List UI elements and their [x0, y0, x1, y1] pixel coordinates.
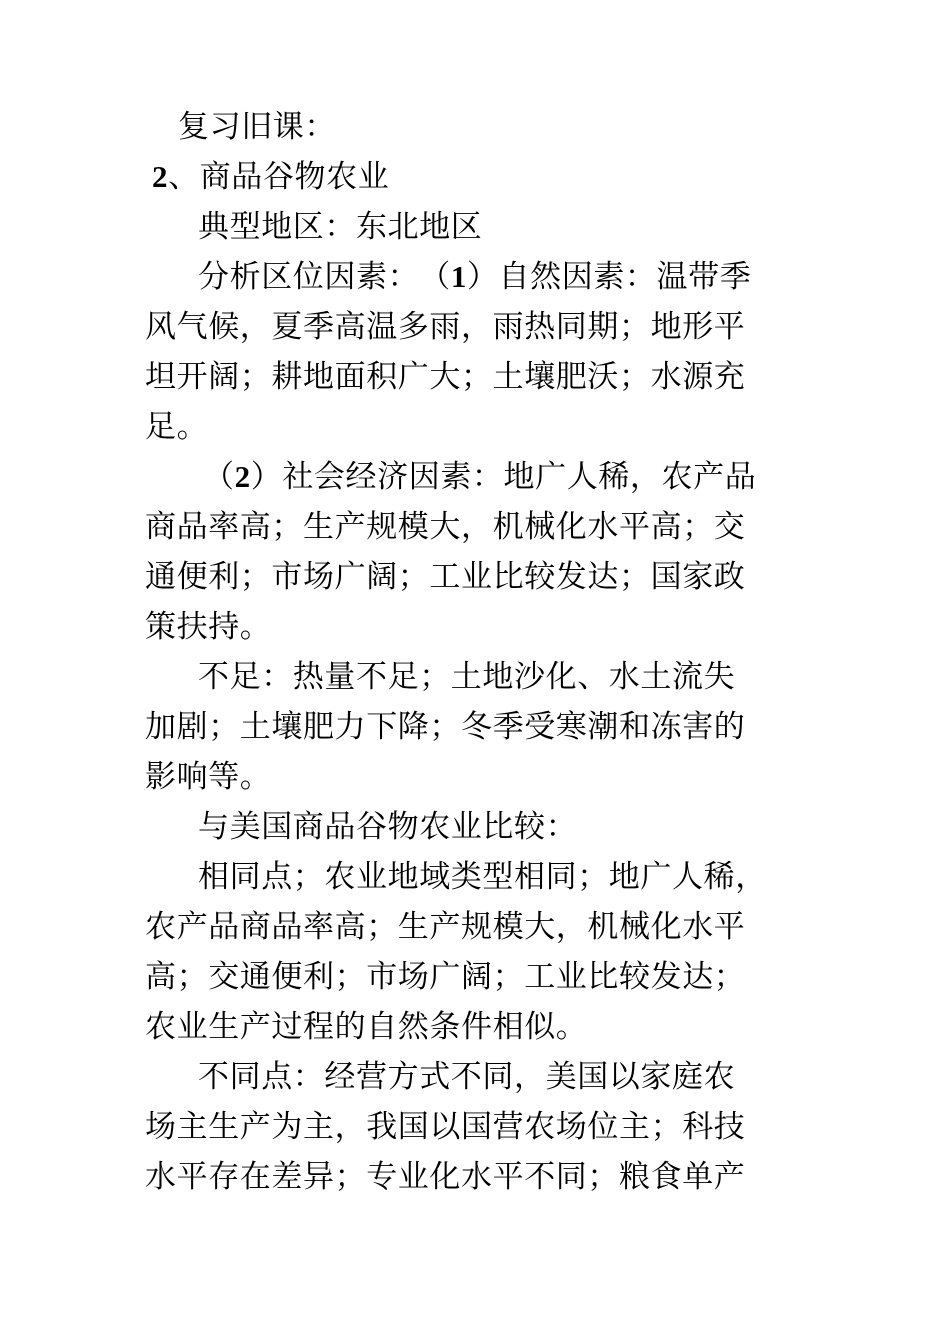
natural-line-text: 足。 [145, 409, 209, 445]
typical-region-text: 典型地区：东北地区 [198, 209, 483, 245]
shortcomings-line-3 [145, 752, 271, 802]
social-line-text: 策扶持。 [145, 609, 272, 645]
natural-factors-lead: 分析区位因素：（1）自然因素：温带季 [198, 252, 751, 302]
social-factors-line-1 [203, 452, 756, 502]
similarities-line-text: 农业生产过程的自然条件相似。 [145, 1009, 588, 1045]
social-factors-line-4 [145, 602, 271, 652]
review-heading-text: 复习旧课： [178, 109, 336, 145]
social-factors-line-3 [145, 552, 745, 602]
social-factors-lead: （2）社会经济因素：地广人稀，农产品 [203, 459, 757, 495]
shortcomings-line-2 [145, 702, 745, 752]
natural-num: 1 [450, 259, 467, 294]
natural-line-text: 坦开阔；耕地面积广大；土壤肥沃；水源充 [145, 359, 746, 395]
social-line-text: ）社会经济因素：地广人稀，农产品 [250, 459, 757, 495]
differences-line-text: 水平存在差异；专业化水平不同；粮食单产 [145, 1159, 746, 1195]
shortcomings-line-text: 影响等。 [145, 759, 272, 795]
differences-line-3 [145, 1152, 745, 1202]
similarities-line-4 [145, 1002, 587, 1052]
section-number: 2 [152, 159, 169, 194]
location-intro: 分析区位因素： [198, 259, 420, 295]
shortcomings-line-1 [198, 652, 735, 702]
shortcomings-line-text: 加剧；土壤肥力下降；冬季受寒潮和冻害的 [145, 709, 746, 745]
similarities-line-2 [145, 902, 745, 952]
social-factors-line-2 [145, 502, 745, 552]
similarities-line-text: 高；交通便利；市场广阔；工业比较发达； [145, 959, 746, 995]
similarities-line-text: 相同点；农业地域类型相同；地广人稀， [198, 859, 767, 895]
typical-region [198, 202, 482, 252]
social-line-text: 通便利；市场广阔；工业比较发达；国家政 [145, 559, 746, 595]
differences-line-2 [145, 1102, 745, 1152]
differences-line-text: 不同点：经营方式不同，美国以家庭农 [198, 1059, 736, 1095]
natural-factors-line-4 [145, 402, 208, 452]
differences-line-1 [198, 1052, 735, 1102]
natural-line-text: 风气候，夏季高温多雨，雨热同期；地形平 [145, 309, 746, 345]
shortcomings-line-text: 不足：热量不足；土地沙化、水土流失 [198, 659, 736, 695]
natural-factors-line-3 [145, 352, 745, 402]
differences-line-text: 场主生产为主，我国以国营农场位主；科技 [145, 1109, 746, 1145]
natural-factors-line-2 [145, 302, 745, 352]
similarities-line-text: 农产品商品率高；生产规模大，机械化水平 [145, 909, 746, 945]
social-num: 2 [234, 459, 251, 494]
comparison-heading-text: 与美国商品谷物农业比较： [198, 809, 578, 845]
section-heading [152, 152, 389, 202]
social-line-text: 商品率高；生产规模大，机械化水平高；交 [145, 509, 746, 545]
review-heading [178, 102, 336, 152]
natural-factors-line-1 [198, 252, 803, 302]
section-title: 、商品谷物农业 [168, 159, 390, 195]
natural-line-text: ）自然因素：温带季 [466, 259, 752, 295]
similarities-line-3 [145, 952, 745, 1002]
similarities-line-1 [198, 852, 767, 902]
comparison-heading [198, 802, 577, 852]
